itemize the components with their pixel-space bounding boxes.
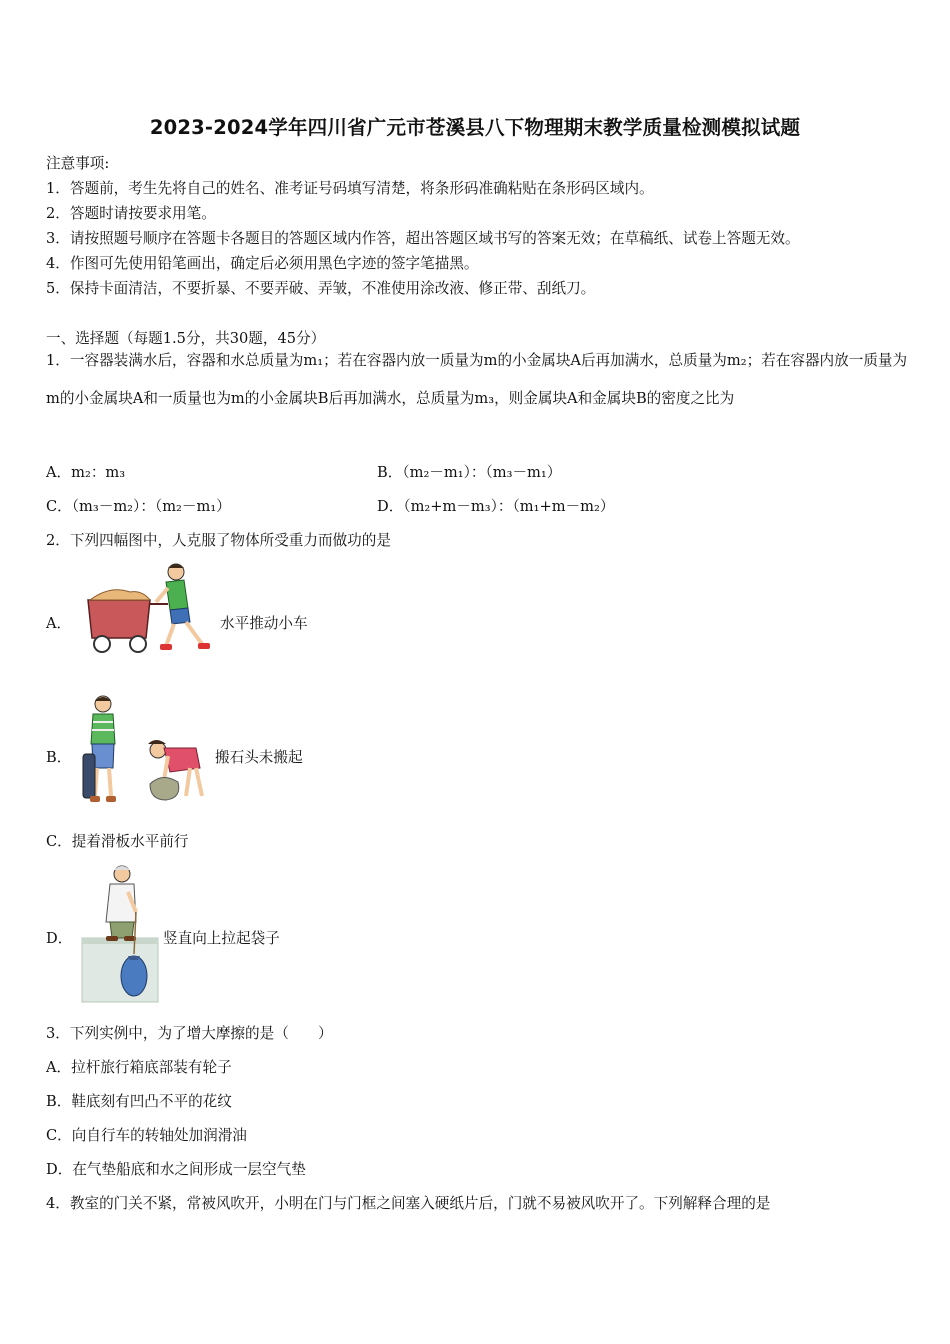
notice-item-3: 3．请按照题号顺序在答题卡各题目的答题区域内作答，超出答题区域书写的答案无效；在草稿纸、试卷上答题无效。 xyxy=(46,230,800,247)
q2-option-a-letter: A． xyxy=(46,615,72,632)
q2-option-c-letter: C． xyxy=(46,833,72,850)
q3-option-d: D．在气垫船底和水之间形成一层空气垫 xyxy=(46,1161,306,1178)
page-title: 2023-2024学年四川省广元市苍溪县八下物理期末教学质量检测模拟试题 xyxy=(149,116,801,139)
question-4-text: 4．教室的门关不紧，常被风吹开，小明在门与门框之间塞入硬纸片后，门就不易被风吹开了。下列解释合理的是 xyxy=(46,1195,771,1212)
q2-option-d-letter: D． xyxy=(46,930,73,947)
boy-lifting-stone-figure xyxy=(78,692,213,807)
man-pulling-bag-figure xyxy=(78,862,160,1004)
q1-option-b: B．（m₂－m₁）：（m₃－m₁） xyxy=(377,464,562,481)
q3-option-b: B．鞋底刻有凹凸不平的花纹 xyxy=(46,1093,232,1110)
notice-heading: 注意事项: xyxy=(46,155,110,172)
q2-option-b-caption: 搬石头未搬起 xyxy=(215,749,303,766)
notice-item-4: 4．作图可先使用铅笔画出，确定后必须用黑色字迹的签字笔描黑。 xyxy=(46,255,479,272)
q2-option-d-caption: 竖直向上拉起袋子 xyxy=(163,930,280,947)
section-heading: 一、选择题（每题1.5分，共30题，45分） xyxy=(46,330,326,347)
notice-item-5: 5．保持卡面清洁，不要折暴、不要弄破、弄皱，不准使用涂改液、修正带、刮纸刀。 xyxy=(46,280,596,297)
question-3-text: 3．下列实例中，为了增大摩擦的是（ ） xyxy=(46,1025,333,1042)
q1-option-d: D．（m₂+m－m₃）：（m₁+m－m₂） xyxy=(377,498,615,515)
boy-pushing-cart-figure xyxy=(80,560,220,655)
q1-option-a: A．m₂：m₃ xyxy=(46,464,126,481)
q1-option-c: C．（m₃－m₂）：（m₂－m₁） xyxy=(46,498,231,515)
q2-option-b-letter: B． xyxy=(46,749,72,766)
q2-option-c-caption: 提着滑板水平前行 xyxy=(71,833,189,850)
question-2-text: 2．下列四幅图中，人克服了物体所受重力而做功的是 xyxy=(46,532,391,549)
question-1-text: 1．一容器装满水后，容器和水总质量为m₁；若在容器内放一质量为m的小金属块A后再加满水，总质量为m₂；若在容器内放一质量为m的小金属块A和一质量也为m的小金属块B后再加满水，总质量为m₃，则金属块A和金属块B的密度之比为 xyxy=(46,352,908,407)
q3-option-a: A．拉杆旅行箱底部装有轮子 xyxy=(46,1059,232,1076)
q3-option-c: C．向自行车的转轴处加润滑油 xyxy=(46,1127,247,1144)
notice-item-1: 1．答题前，考生先将自己的姓名、准考证号码填写清楚，将条形码准确粘贴在条形码区域内。 xyxy=(46,180,654,197)
notice-item-2: 2．答题时请按要求用笔。 xyxy=(46,205,216,222)
q2-option-a-caption: 水平推动小车 xyxy=(220,615,308,632)
